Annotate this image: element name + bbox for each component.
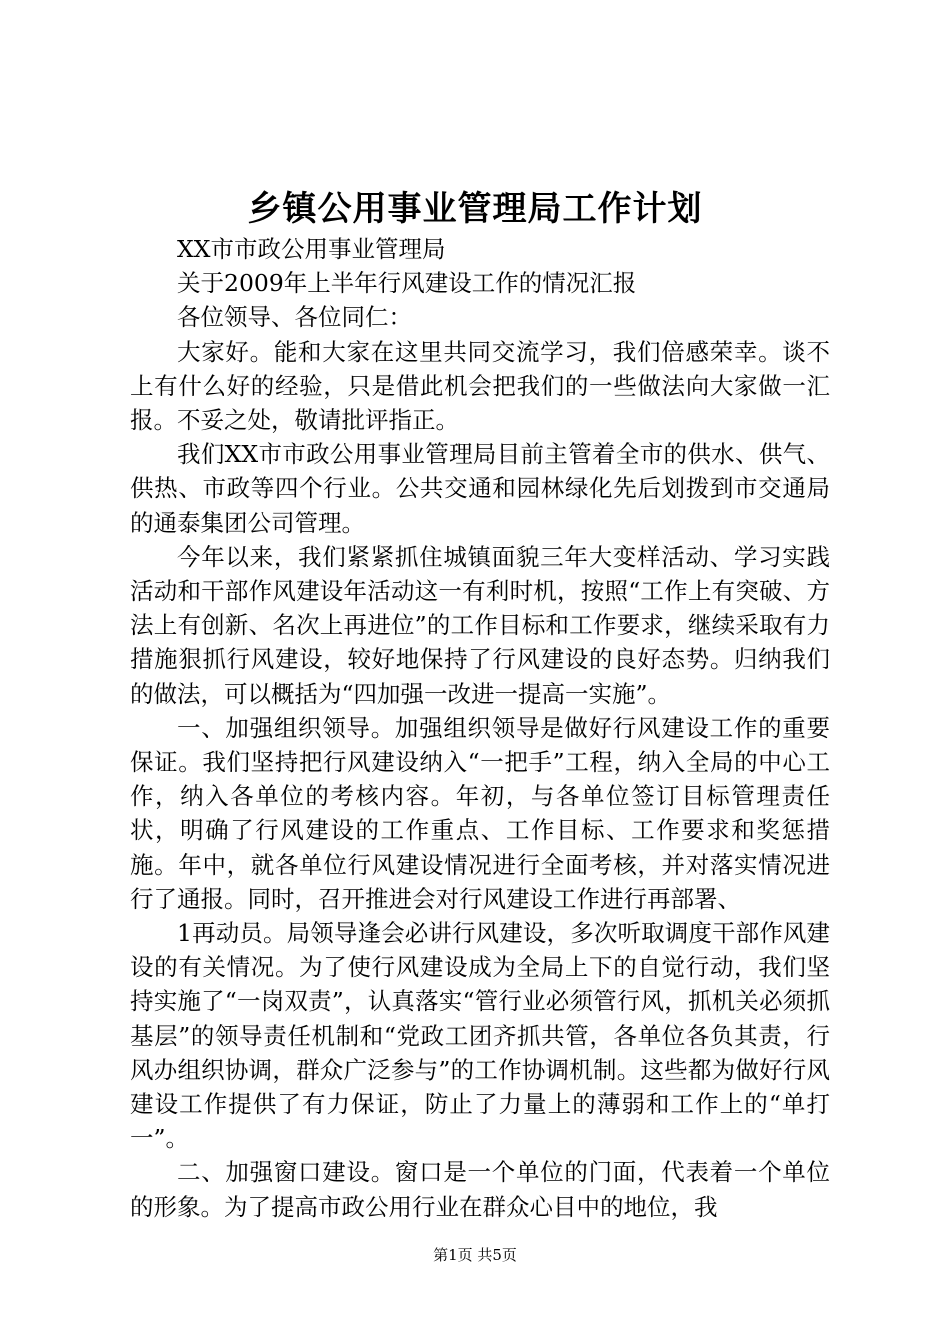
paragraph-subject: 关于2009年上半年行风建设工作的情况汇报 xyxy=(177,269,637,298)
paragraph-greeting: 大家好。能和大家在这里共同交流学习，我们倍感荣幸。谈不上有什么好的经验，只是借此机会把我们的一些做法向大家做一汇报。不妥之处，敬请批评指正。 xyxy=(130,337,830,435)
document-title: 乡镇公用事业管理局工作计划 xyxy=(247,189,703,229)
paragraph-overview: 我们XX市市政公用事业管理局目前主管着全市的供水、供气、供热、市政等四个行业。公共交通和园林绿化先后划拨到市交通局的通泰集团公司管理。 xyxy=(130,440,830,537)
paragraph-section-one: 一、加强组织领导。加强组织领导是做好行风建设工作的重要保证。我们坚持把行风建设纳入“一把手”工程，纳入全局的中心工作，纳入各单位的考核内容。年初，与各单位签订目标管理责任状，明确了行风建设的工作重点、工作目标、工作要求和奖惩措施。年中，就各单位行风建设情况进行全面考核，并对落实情况进行了通报。同时，召开推进会对行风建设工作进行再部署、 xyxy=(130,713,830,913)
paragraph-issuer: XX市市政公用事业管理局 xyxy=(177,235,446,263)
page-footer: 第1页 共5页 xyxy=(433,1246,517,1264)
document-body xyxy=(130,232,830,1224)
paragraph-salutation: 各位领导、各位同仁： xyxy=(177,303,412,332)
paragraph-section-two: 二、加强窗口建设。窗口是一个单位的门面，代表着一个单位的形象。为了提高市政公用行业在群众心目中的地位，我 xyxy=(130,1158,830,1221)
paragraph-section-one-cont: 1再动员。局领导逢会必讲行风建设，多次听取调度干部作风建设的有关情况。为了使行风建设成为全局上下的自觉行动，我们坚持实施了“一岗双责”，认真落实“管行业必须管行风，抓机关必须抓基层”的领导责任机制和“党政工团齐抓共管，各单位各负其责，行风办组织协调，群众广泛参与”的工作协调机制。这些都为做好行风建设工作提供了有力保证，防止了力量上的薄弱和工作上的“单打一”。 xyxy=(130,919,830,1153)
paragraph-summary: 今年以来，我们紧紧抓住城镇面貌三年大变样活动、学习实践活动和干部作风建设年活动这一有利时机，按照“工作上有突破、方法上有创新、名次上再进位”的工作目标和工作要求，继续采取有力措施狠抓行风建设，较好地保持了行风建设的良好态势。归纳我们的做法，可以概括为“四加强一改进一提高一实施”。 xyxy=(130,542,830,708)
